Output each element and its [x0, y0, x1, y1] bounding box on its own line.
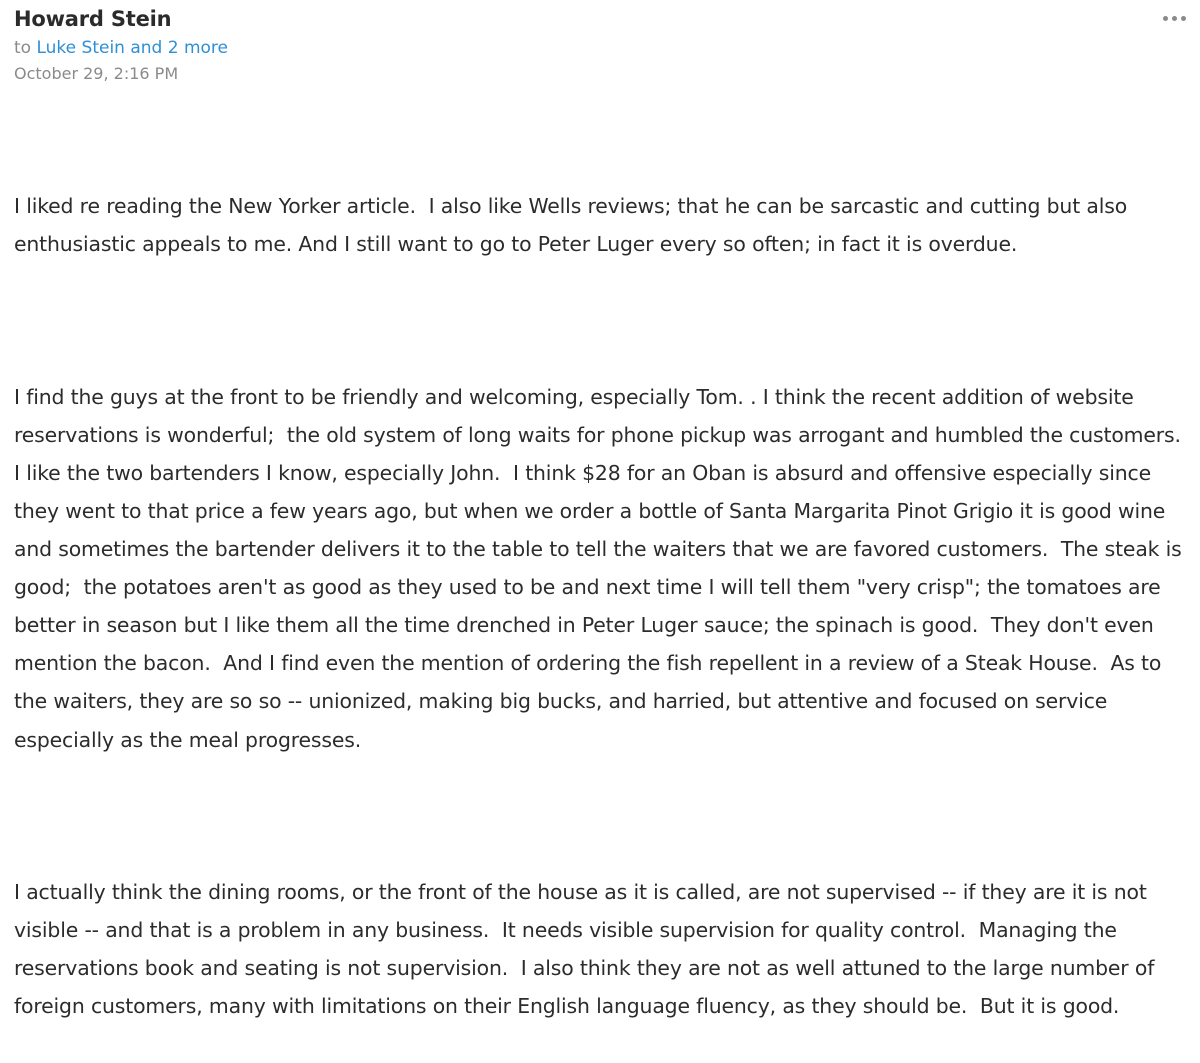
- more-horizontal-icon: [1163, 16, 1168, 21]
- recipients-line: [14, 34, 1186, 62]
- recipients-link[interactable]: Luke Stein and 2 more: [36, 38, 228, 58]
- email-body: [14, 111, 1200, 1063]
- email-header: [14, 4, 1186, 86]
- to-prefix: to: [14, 38, 32, 58]
- body-paragraph: I find the guys at the front to be friendly and welcoming, especially Tom. . I think the recent addition of website reservations is wonderful; the old system of long waits for phone pickup was arrogant and humbled the customers. I like the two bartenders I know, especially John. I think $28 for an Oban is absurd and offensive especially since they went to that price a few years ago, but when we order a bottle of Santa Margarita Pinot Grigio it is good wine and sometimes the bartender delivers it to the table to tell the waiters that we are favored customers. The steak is good; the potatoes aren't as good as they used to be and next time I will tell them "very crisp"; the tomatoes are better in season but I like them all the time drenched in Peter Luger sauce; the spinach is good. They don't even mention the bacon. And I find even the mention of ordering the fish repellent in a review of a Steak House. As to the waiters, they are so so -- unionized, making big bucks, and harried, but attentive and focused on service especially as the meal progresses.: [14, 384, 1200, 752]
- body-paragraph: I liked re reading the New Yorker article. I also like Wells reviews; that he can be sarcastic and cutting but also enthusiastic appeals to me. And I still want to go to Peter Luger every so often; in fact it is overdue.: [14, 194, 1134, 257]
- more-options-button[interactable]: [1163, 12, 1186, 25]
- sent-date: October 29, 2:16 PM: [14, 64, 179, 83]
- more-horizontal-icon-dot: [1181, 16, 1186, 21]
- body-paragraph: I actually think the dining rooms, or the front of the house as it is called, are not supervised -- if they are it is not visible -- and that is a problem in any business. It needs visible supervision for quality control. Managing the reservations book and seating is not supervision. I also think they are not as well attuned to the large number of foreign customers, many with limitations on their English language fluency, as they should be. But it is good.: [14, 879, 1161, 1019]
- sender-name[interactable]: Howard Stein: [14, 7, 172, 31]
- more-horizontal-icon-dot: [1172, 16, 1177, 21]
